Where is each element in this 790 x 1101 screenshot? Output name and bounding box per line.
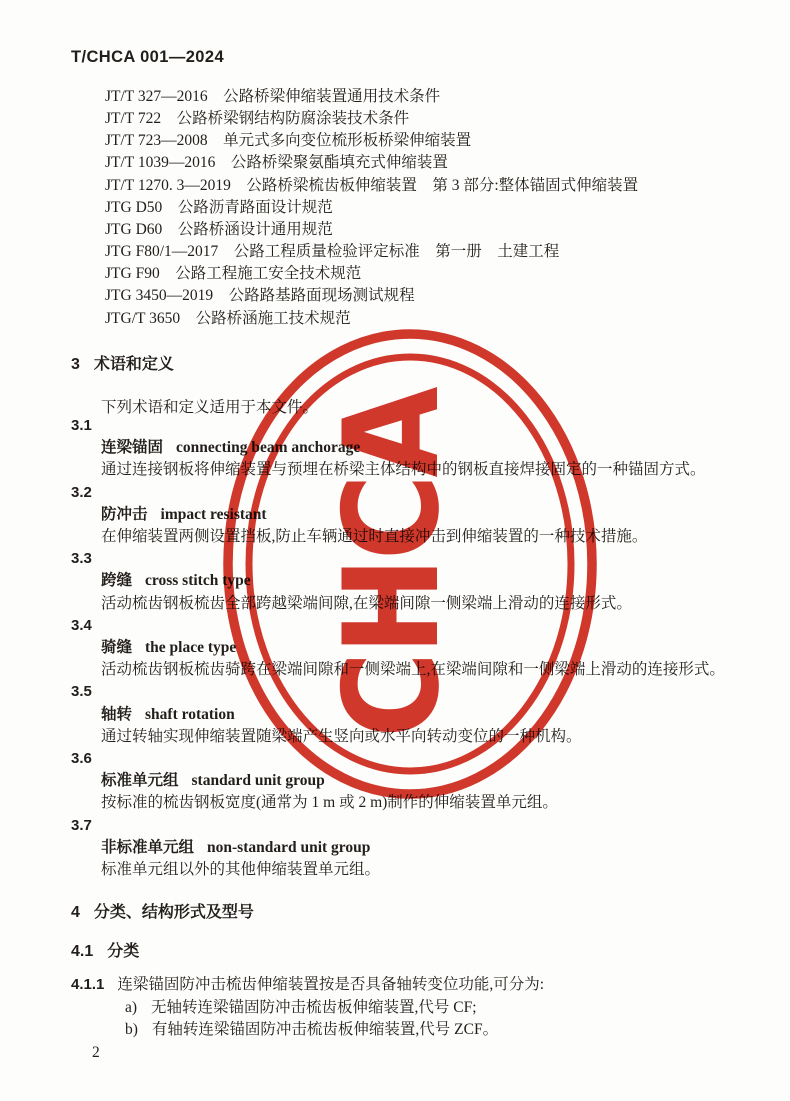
section-number: 3 <box>71 356 80 373</box>
term-name-en: non-standard unit group <box>207 838 371 856</box>
section-number: 4.1 <box>71 943 94 960</box>
list-item <box>125 1019 498 1041</box>
term-name <box>71 704 751 726</box>
term-definition: 通过转轴实现伸缩装置随梁端产生竖向或水平向转动变位的一种机构。 <box>101 727 582 745</box>
section4-heading <box>71 902 254 924</box>
term-number: 3.6 <box>71 750 92 768</box>
reference-item: JTG 3450—2019 公路路基路面现场测试规程 <box>105 287 415 305</box>
page-number: 2 <box>92 1044 100 1061</box>
term-definition: 标准单元组以外的其他伸缩装置单元组。 <box>101 861 381 879</box>
references-list <box>105 86 765 330</box>
term-name-en: connecting beam anchorage <box>176 439 361 457</box>
section-title: 分类、结构形式及型号 <box>93 904 254 921</box>
list-item-text: 无轴转连梁锚固防冲击梳齿板伸缩装置,代号 CF; <box>151 999 477 1016</box>
standard-number-header: T/CHCA 001—2024 <box>71 48 225 66</box>
reference-item: JTG F90 公路工程施工安全技术规范 <box>105 265 362 283</box>
section-title: 术语和定义 <box>93 356 174 373</box>
list-item <box>125 997 498 1019</box>
term-name-cn: 标准单元组 <box>101 772 179 790</box>
term-name-en: shaft rotation <box>145 705 235 723</box>
reference-item: JT/T 327—2016 公路桥梁伸缩装置通用技术条件 <box>105 88 441 105</box>
term-number: 3.4 <box>71 616 92 634</box>
term-name-cn: 跨缝 <box>101 572 133 590</box>
term-number: 3.5 <box>71 683 92 701</box>
reference-item: JT/T 1270. 3—2019 公路桥梁梳齿板伸缩装置 第 3 部分:整体锚固式伸缩装置 <box>105 176 639 194</box>
section3-heading <box>71 354 174 376</box>
term-name <box>71 504 751 526</box>
term-name <box>71 837 751 859</box>
term-name-en: cross stitch type <box>145 572 251 590</box>
clause-number: 4.1.1 <box>71 976 105 993</box>
term-name-en: impact resistant <box>160 505 267 523</box>
term-name <box>71 770 751 792</box>
term-number: 3.7 <box>71 816 92 834</box>
term-name-cn: 连梁锚固 <box>101 439 164 457</box>
term-name <box>71 637 751 659</box>
reference-item: JT/T 1039—2016 公路桥梁聚氨酯填充式伸缩装置 <box>105 154 448 172</box>
reference-item: JTG/T 3650 公路桥涵施工技术规范 <box>105 309 351 327</box>
term-name-cn: 非标准单元组 <box>101 838 195 856</box>
list-item-text: 有轴转连梁锚固防冲击梳齿板伸缩装置,代号 ZCF。 <box>151 1021 499 1039</box>
term-name-cn: 防冲击 <box>101 505 148 523</box>
terms-list <box>71 415 751 881</box>
term-definition: 通过连接钢板将伸缩装置与预埋在桥梁主体结构中的钢板直接焊接固定的一种锚固方式。 <box>101 461 706 479</box>
reference-item: JT/T 723—2008 单元式多向变位梳形板桥梁伸缩装置 <box>105 132 472 150</box>
term-name <box>71 570 751 592</box>
term-definition: 在伸缩装置两侧设置挡板,防止车辆通过时直接冲击到伸缩装置的一种技术措施。 <box>101 528 648 546</box>
stamp-text: CHCA <box>315 350 468 738</box>
term-number: 3.3 <box>71 550 92 568</box>
term-name <box>71 437 751 459</box>
reference-item: JTG D50 公路沥青路面设计规范 <box>105 198 333 216</box>
term-name-en: the place type <box>145 639 237 657</box>
reference-item: JTG F80/1—2017 公路工程质量检验评定标准 第一册 土建工程 <box>105 243 560 261</box>
list-item-label: a) <box>125 999 138 1016</box>
term-name-en: standard unit group <box>191 772 325 790</box>
section-number: 4 <box>71 904 80 921</box>
list-item-label: b) <box>125 1021 138 1039</box>
section3-intro: 下列术语和定义适用于本文件。 <box>101 399 319 416</box>
term-definition: 活动梳齿钢板梳齿骑跨在梁端间隙和一侧梁端上,在梁端间隙和一侧梁端上滑动的连接形式。 <box>101 661 725 679</box>
term-name-cn: 轴转 <box>101 705 133 723</box>
clause-4-1-1 <box>71 974 544 996</box>
term-number: 3.1 <box>71 417 92 434</box>
reference-item: JT/T 722 公路桥梁钢结构防腐涂装技术条件 <box>105 110 410 128</box>
term-number: 3.2 <box>71 483 92 501</box>
term-definition: 按标准的梳齿钢板宽度(通常为 1 m 或 2 m)制作的伸缩装置单元组。 <box>101 794 558 812</box>
reference-item: JTG D60 公路桥涵设计通用规范 <box>105 220 333 238</box>
classification-list <box>125 997 498 1041</box>
term-name-cn: 骑缝 <box>101 639 133 657</box>
clause-text: 连梁锚固防冲击梳齿伸缩装置按是否具备轴转变位功能,可分为: <box>117 976 545 993</box>
section-title: 分类 <box>107 943 140 960</box>
term-definition: 活动梳齿钢板梳齿全部跨越梁端间隙,在梁端间隙一侧梁端上滑动的连接形式。 <box>101 594 632 612</box>
section4-1-heading <box>71 941 139 963</box>
